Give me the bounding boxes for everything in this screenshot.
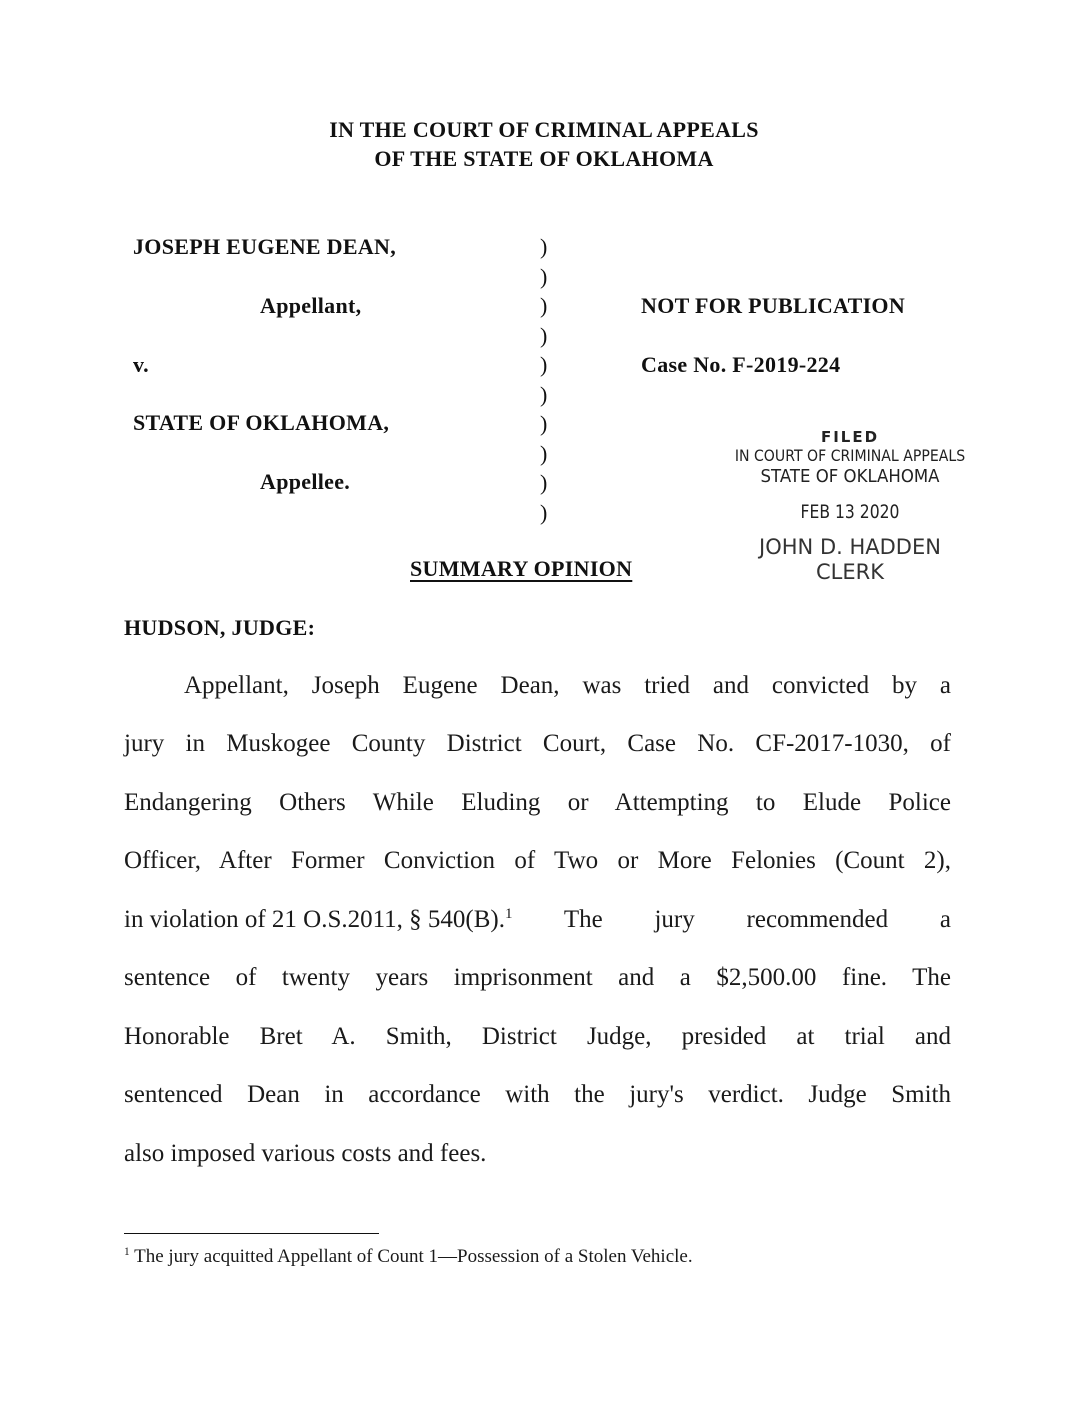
body-line: Endangering Others While Eluding or Attempting to Elude Police bbox=[124, 789, 951, 816]
filed-stamp bbox=[700, 428, 1000, 584]
opinion-author: HUDSON, JUDGE: bbox=[124, 615, 316, 640]
footnote-text: The jury acquitted Appellant of Count 1—Possession of a Stolen Vehicle. bbox=[129, 1246, 693, 1267]
body-line: also imposed various costs and fees. bbox=[124, 1140, 487, 1167]
paren: ) bbox=[540, 470, 548, 495]
appellant-role: Appellant, bbox=[260, 293, 362, 318]
paren: ) bbox=[540, 263, 548, 289]
publication-status: NOT FOR PUBLICATION bbox=[641, 293, 906, 318]
stamp-court: IN COURT OF CRIMINAL APPEALS bbox=[734, 446, 966, 465]
case-number: Case No. F-2019-224 bbox=[641, 352, 841, 377]
body-line: sentence of twenty years imprisonment and a $2,500.00 fine. The bbox=[124, 964, 951, 991]
appellee-role: Appellee. bbox=[260, 469, 351, 494]
court-name-line-2: OF THE STATE OF OKLAHOMA bbox=[374, 146, 714, 171]
body-line: Officer, After Former Conviction of Two or More Felonies (Count 2), bbox=[124, 847, 951, 874]
paren: ) bbox=[540, 293, 548, 318]
body-line-with-footnote bbox=[124, 906, 951, 934]
body-text: in violation of 21 O.S.2011, § 540(B).$^1$ bbox=[124, 906, 513, 933]
paren: ) bbox=[540, 411, 548, 436]
footnote-reference[interactable]: 1 bbox=[505, 906, 513, 922]
paren: ) bbox=[540, 499, 548, 525]
stamp-state: STATE OF OKLAHOMA bbox=[760, 466, 940, 487]
stamp-date: FEB 13 2020 bbox=[800, 501, 900, 523]
stamp-clerk-name: JOHN D. HADDEN bbox=[759, 535, 941, 559]
paren: ) bbox=[540, 352, 548, 377]
court-name-line-1: IN THE COURT OF CRIMINAL APPEALS bbox=[329, 117, 759, 142]
paren: ) bbox=[540, 234, 548, 259]
body-text: The jury recommended a bbox=[512, 906, 951, 933]
appellant-name: JOSEPH EUGENE DEAN, bbox=[133, 234, 397, 259]
stamp-filed: FILED bbox=[820, 428, 880, 446]
footnote bbox=[124, 1246, 693, 1268]
stamp-clerk-title: CLERK bbox=[816, 560, 884, 584]
paren: ) bbox=[540, 440, 548, 466]
opinion-title: SUMMARY OPINION bbox=[410, 556, 633, 581]
appellee-name: STATE OF OKLAHOMA, bbox=[133, 410, 390, 435]
body-line: Honorable Bret A. Smith, District Judge, presided at trial and bbox=[124, 1023, 951, 1050]
paren: ) bbox=[540, 322, 548, 348]
body-line: Appellant, Joseph Eugene Dean, was tried and convicted by a bbox=[184, 672, 951, 699]
body-line: jury in Muskogee County District Court, Case No. CF-2017-1030, of bbox=[124, 730, 951, 757]
footnote-marker: 1 bbox=[124, 1246, 130, 1259]
caption-parentheses bbox=[540, 234, 552, 529]
body-line: sentenced Dean in accordance with the jury's verdict. Judge Smith bbox=[124, 1081, 951, 1108]
footnote-divider bbox=[124, 1233, 379, 1234]
versus-label: v. bbox=[133, 352, 149, 377]
paren: ) bbox=[540, 381, 548, 407]
